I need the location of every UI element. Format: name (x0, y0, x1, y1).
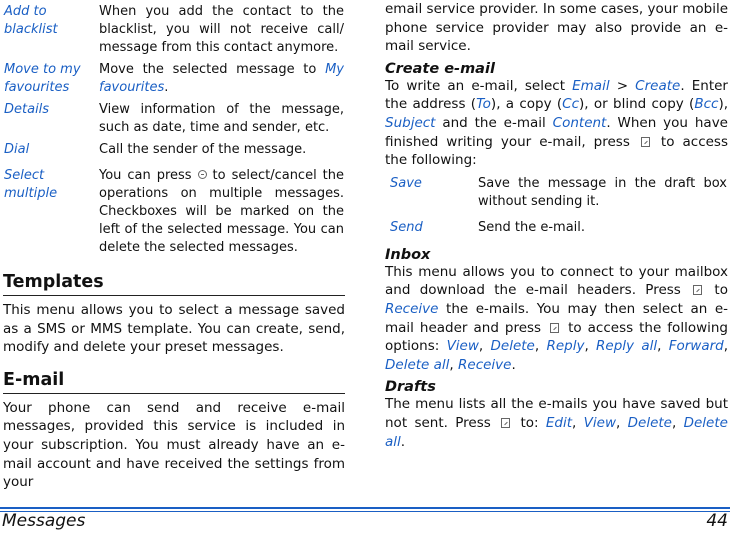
separator: , (616, 414, 628, 431)
desc-text: . (164, 80, 169, 95)
option-row (3, 60, 345, 100)
option-term: Send (390, 219, 423, 235)
drafts-text (385, 395, 728, 451)
content-term: Content (552, 114, 607, 131)
separator: , (534, 338, 547, 355)
separator: , (478, 338, 491, 355)
footer-divider (0, 507, 730, 509)
text: To write an e-mail, select (385, 77, 573, 94)
option-desc: View information of the message, such as date, time and sender, etc. (99, 102, 344, 135)
subject-term: Subject (385, 114, 436, 131)
option-desc: Save the message in the draft box without sending it. (478, 175, 727, 209)
softkey-icon (501, 418, 510, 428)
option-row (3, 140, 345, 166)
softkey-icon (641, 137, 650, 147)
text: to (705, 282, 728, 299)
option-desc (98, 166, 345, 258)
view-term: View (583, 414, 616, 431)
create-term: Create (635, 77, 681, 94)
option-row (385, 218, 728, 238)
separator: , (572, 414, 584, 431)
text: ), a copy ( (490, 96, 563, 113)
footer-section-title: Messages (2, 511, 86, 531)
softkey-icon (550, 323, 559, 333)
text: to: (513, 414, 546, 431)
email-text: Your phone can send and receive e-mail messages, provided this service is included in your subscription. You must already have an e-mail account and have received the settings from your (3, 399, 345, 491)
separator: , (449, 356, 459, 373)
text: > (609, 77, 636, 94)
text: The menu lists all the e-mails you have saved but not sent. Press (385, 396, 728, 431)
separator: . (400, 433, 406, 450)
right-column (385, 0, 728, 451)
create-email-text (385, 77, 728, 170)
create-email-heading: Create e-mail (385, 60, 495, 77)
ok-key-icon (198, 170, 207, 179)
text: . When you have finished writing your e-mail, press (385, 114, 728, 150)
separator: . (511, 356, 516, 373)
option-term: Select multiple (4, 168, 58, 201)
inbox-text (385, 263, 728, 375)
text: the e-mails. You may then select an e-mail header and press (385, 300, 728, 336)
desc-text: to select/cancel the operations on multiple messages. Checkboxes will be marked on the left of the selected message. You can delete the selected messages. (99, 168, 344, 255)
cc-term: Cc (562, 96, 580, 113)
bcc-term: Bcc (694, 96, 719, 113)
option-row (385, 174, 728, 218)
footer-divider (0, 511, 730, 512)
text: ), (718, 96, 728, 113)
my-favourites-link: My favourites (99, 62, 344, 95)
option-term: Move to my favourites (4, 62, 81, 95)
separator: , (657, 338, 669, 355)
option-desc: Send the e-mail. (478, 219, 586, 235)
option-row (3, 166, 345, 258)
separator: , (671, 414, 684, 431)
option-desc: Call the sender of the message. (99, 142, 307, 157)
view-term: View (446, 338, 479, 355)
templates-text: This menu allows you to select a message saved as a SMS or MMS template. You can create, send, modify and delete your preset messages. (3, 302, 345, 356)
reply-all-term: Reply all (596, 338, 658, 355)
desc-text: Move the selected message to (99, 62, 326, 77)
edit-term: Edit (545, 414, 573, 431)
delete-term: Delete (627, 414, 672, 431)
option-row (3, 2, 345, 60)
drafts-heading: Drafts (385, 379, 436, 396)
option-term: Dial (4, 142, 30, 157)
option-term: Save (390, 175, 422, 191)
delete-term: Delete (490, 338, 535, 355)
page-number: 44 (706, 511, 728, 531)
separator: , (584, 338, 597, 355)
left-column (3, 0, 345, 492)
option-row (3, 100, 345, 140)
text: ), or blind copy ( (579, 96, 695, 113)
reply-term: Reply (546, 338, 585, 355)
delete-all-term: Delete all (385, 356, 450, 373)
message-options-table (3, 2, 345, 258)
text: to access the following: (385, 133, 728, 169)
inbox-heading: Inbox (385, 246, 431, 263)
email-intro-text: email service provider. In some cases, your mobile phone service provider may also provide an e-mail service. (385, 1, 728, 55)
receive-term: Receive (385, 300, 439, 317)
option-desc (98, 60, 345, 100)
text: and the e-mail (435, 114, 553, 131)
separator: , (723, 338, 729, 355)
create-options-table (385, 174, 728, 238)
email-term: Email (572, 77, 610, 94)
desc-text: You can press (99, 168, 198, 183)
forward-term: Forward (668, 338, 724, 355)
email-heading: E-mail (3, 366, 345, 394)
softkey-icon (693, 285, 702, 295)
templates-heading: Templates (3, 268, 345, 296)
option-desc: When you add the contact to the blacklist, you will not receive call/ message from this contact anymore. (99, 4, 344, 55)
receive-term: Receive (458, 356, 512, 373)
to-term: To (476, 96, 491, 113)
text: . Enter the address ( (385, 77, 728, 113)
option-term: Details (4, 102, 50, 117)
text: to access the following options: (385, 319, 728, 355)
text: This menu allows you to connect to your mailbox and download the e-mail headers. Press (385, 263, 728, 299)
option-term: Add to blacklist (4, 4, 58, 37)
delete-all-term: Delete all (385, 414, 728, 450)
